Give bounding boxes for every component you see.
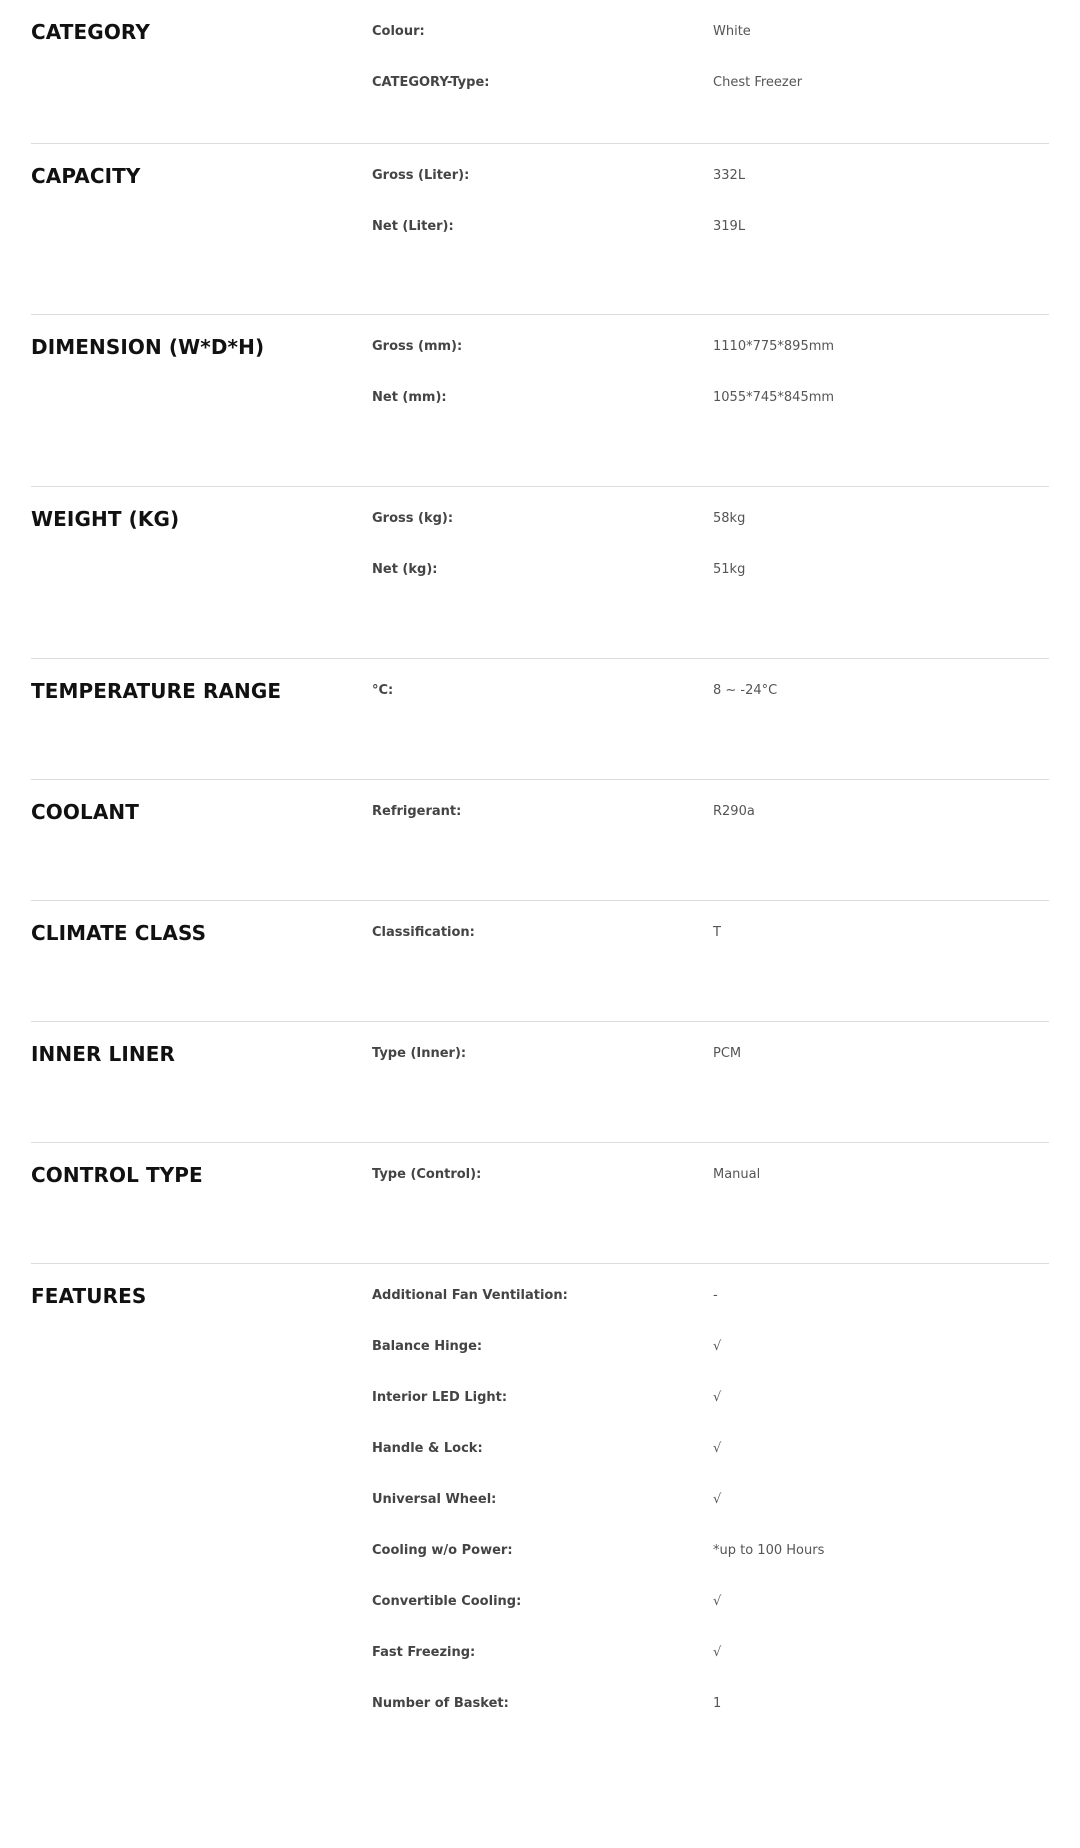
check-mark: √ [713, 1339, 722, 1354]
section-title: COOLANT [31, 800, 139, 824]
spec-row [372, 561, 1049, 612]
spec-row [372, 1593, 1049, 1644]
spec-label: Number of Basket: [372, 1696, 509, 1711]
check-mark: √ [713, 1492, 722, 1507]
spec-row [372, 1045, 1049, 1096]
check-mark: √ [713, 1594, 722, 1609]
spec-section-features [31, 1264, 1049, 1784]
spec-rows [372, 487, 1049, 658]
spec-label: Type (Inner): [372, 1046, 467, 1061]
spec-value: Chest Freezer [713, 75, 803, 90]
spec-row [372, 389, 1049, 440]
spec-value: 319L [713, 219, 746, 234]
spec-label: Net (Liter): [372, 219, 454, 234]
section-title: TEMPERATURE RANGE [31, 679, 282, 703]
spec-label: °C: [372, 683, 394, 698]
section-title: FEATURES [31, 1284, 147, 1308]
spec-label: Convertible Cooling: [372, 1594, 522, 1609]
spec-label: Cooling w/o Power: [372, 1543, 513, 1558]
spec-label: Handle & Lock: [372, 1441, 483, 1456]
spec-value: *up to 100 Hours [713, 1543, 825, 1558]
spec-value: 1110*775*895mm [713, 339, 835, 354]
spec-label: Gross (mm): [372, 339, 463, 354]
spec-row [372, 924, 1049, 975]
section-title: CATEGORY [31, 20, 150, 44]
section-title: CAPACITY [31, 164, 141, 188]
spec-label: CATEGORY-Type: [372, 75, 490, 90]
spec-value: 332L [713, 168, 746, 183]
check-mark: √ [713, 1645, 722, 1660]
spec-rows [372, 659, 1049, 779]
spec-section-weight [31, 487, 1049, 659]
spec-label: Universal Wheel: [372, 1492, 497, 1507]
spec-row [372, 510, 1049, 561]
spec-row [372, 1440, 1049, 1491]
spec-label: Net (kg): [372, 562, 438, 577]
spec-value: 58kg [713, 511, 746, 526]
spec-section-inner-liner [31, 1022, 1049, 1143]
spec-row [372, 1491, 1049, 1542]
spec-section-control-type [31, 1143, 1049, 1264]
spec-row [372, 682, 1049, 733]
spec-row [372, 338, 1049, 389]
spec-row [372, 218, 1049, 269]
spec-label: Net (mm): [372, 390, 447, 405]
spec-value: Manual [713, 1167, 761, 1182]
spec-section-coolant [31, 780, 1049, 901]
spec-row [372, 1695, 1049, 1746]
spec-value: T [713, 925, 721, 940]
spec-label: Additional Fan Ventilation: [372, 1288, 568, 1303]
spec-value: White [713, 24, 751, 39]
spec-row [372, 74, 1049, 125]
spec-rows [372, 1022, 1049, 1142]
section-title: INNER LINER [31, 1042, 176, 1066]
section-title: DIMENSION (W*D*H) [31, 335, 265, 359]
spec-rows [372, 0, 1049, 143]
spec-label: Interior LED Light: [372, 1390, 508, 1405]
section-title: WEIGHT (KG) [31, 507, 180, 531]
spec-value: 1 [713, 1696, 722, 1711]
spec-row [372, 1287, 1049, 1338]
spec-section-dimension [31, 315, 1049, 487]
spec-section-climate-class [31, 901, 1049, 1022]
spec-row [372, 167, 1049, 218]
spec-rows [372, 780, 1049, 900]
spec-row [372, 1644, 1049, 1695]
spec-label: Gross (kg): [372, 511, 454, 526]
spec-row [372, 1338, 1049, 1389]
section-title: CONTROL TYPE [31, 1163, 203, 1187]
spec-label: Gross (Liter): [372, 168, 470, 183]
spec-label: Balance Hinge: [372, 1339, 483, 1354]
spec-row [372, 803, 1049, 854]
section-title: CLIMATE CLASS [31, 921, 207, 945]
spec-value: 1055*745*845mm [713, 390, 835, 405]
spec-label: Refrigerant: [372, 804, 462, 819]
spec-row [372, 1389, 1049, 1440]
spec-section-capacity [31, 144, 1049, 315]
spec-row [372, 1542, 1049, 1593]
spec-label: Classification: [372, 925, 475, 940]
spec-label: Type (Control): [372, 1167, 482, 1182]
spec-rows [372, 315, 1049, 486]
spec-value: R290a [713, 804, 755, 819]
spec-value: 8 ~ -24°C [713, 683, 778, 698]
check-mark: √ [713, 1390, 722, 1405]
check-mark: √ [713, 1441, 722, 1456]
spec-row [372, 23, 1049, 74]
spec-value: 51kg [713, 562, 746, 577]
spec-section-category [31, 0, 1049, 144]
spec-section-temperature-range [31, 659, 1049, 780]
spec-rows [372, 1143, 1049, 1263]
spec-value: PCM [713, 1046, 742, 1061]
spec-label: Fast Freezing: [372, 1645, 476, 1660]
spec-rows [372, 1264, 1049, 1784]
spec-row [372, 1166, 1049, 1217]
spec-value: - [713, 1288, 718, 1303]
spec-label: Colour: [372, 24, 425, 39]
spec-rows [372, 901, 1049, 1021]
spec-rows [372, 144, 1049, 314]
